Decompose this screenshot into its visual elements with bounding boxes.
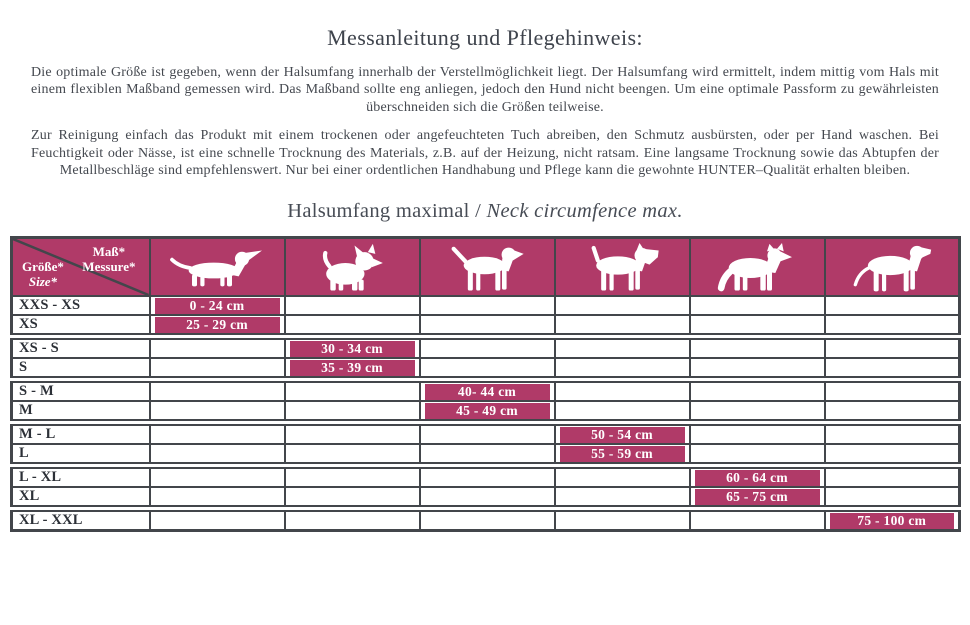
empty-cell bbox=[420, 509, 555, 531]
empty-cell bbox=[825, 337, 960, 359]
empty-cell bbox=[420, 315, 555, 337]
size-label: S - M bbox=[12, 380, 150, 402]
empty-cell bbox=[150, 423, 285, 445]
empty-cell bbox=[690, 337, 825, 359]
range-value: 65 - 75 cm bbox=[695, 489, 820, 505]
table-row bbox=[12, 358, 960, 380]
range-value: 30 - 34 cm bbox=[290, 341, 415, 357]
empty-cell bbox=[690, 358, 825, 380]
empty-cell bbox=[285, 444, 420, 466]
range-cell bbox=[555, 423, 690, 445]
empty-cell bbox=[285, 509, 420, 531]
empty-cell bbox=[555, 466, 690, 488]
table-row bbox=[12, 337, 960, 359]
empty-cell bbox=[555, 509, 690, 531]
empty-cell bbox=[825, 466, 960, 488]
empty-cell bbox=[555, 315, 690, 337]
table-title-en: Neck circumfence max. bbox=[486, 200, 683, 223]
empty-cell bbox=[150, 337, 285, 359]
table-title bbox=[0, 199, 970, 223]
neck-size-table bbox=[10, 236, 961, 532]
empty-cell bbox=[690, 380, 825, 402]
empty-cell bbox=[825, 444, 960, 466]
dog-column-header bbox=[285, 238, 420, 297]
empty-cell bbox=[555, 380, 690, 402]
table-row bbox=[12, 315, 960, 337]
range-cell bbox=[555, 444, 690, 466]
empty-cell bbox=[420, 358, 555, 380]
size-label: XS - S bbox=[12, 337, 150, 359]
table-title-separator: / bbox=[475, 200, 482, 223]
size-label: L - XL bbox=[12, 466, 150, 488]
table-title-de: Halsumfang maximal bbox=[287, 200, 470, 223]
empty-cell bbox=[285, 315, 420, 337]
empty-cell bbox=[555, 487, 690, 509]
table-row bbox=[12, 487, 960, 509]
empty-cell bbox=[420, 296, 555, 315]
size-label: XL bbox=[12, 487, 150, 509]
empty-cell bbox=[420, 487, 555, 509]
range-value: 55 - 59 cm bbox=[560, 446, 685, 462]
table-header-row bbox=[12, 238, 960, 297]
empty-cell bbox=[420, 337, 555, 359]
dog-column-header bbox=[690, 238, 825, 297]
shepherd-icon bbox=[696, 243, 818, 293]
size-label: XXS - XS bbox=[12, 296, 150, 315]
empty-cell bbox=[825, 380, 960, 402]
size-label: M - L bbox=[12, 423, 150, 445]
empty-cell bbox=[150, 466, 285, 488]
empty-cell bbox=[420, 444, 555, 466]
empty-cell bbox=[690, 296, 825, 315]
size-label: S bbox=[12, 358, 150, 380]
table-row bbox=[12, 380, 960, 402]
table-row bbox=[12, 401, 960, 423]
empty-cell bbox=[285, 487, 420, 509]
range-cell bbox=[690, 466, 825, 488]
schnauzer-icon bbox=[561, 243, 683, 293]
empty-cell bbox=[150, 509, 285, 531]
range-cell bbox=[285, 358, 420, 380]
table-row bbox=[12, 423, 960, 445]
empty-cell bbox=[825, 296, 960, 315]
range-value: 60 - 64 cm bbox=[695, 470, 820, 486]
empty-cell bbox=[150, 358, 285, 380]
empty-cell bbox=[690, 444, 825, 466]
empty-cell bbox=[825, 487, 960, 509]
range-value: 45 - 49 cm bbox=[425, 403, 550, 419]
size-label: XL - XXL bbox=[12, 509, 150, 531]
empty-cell bbox=[825, 401, 960, 423]
size-table-body bbox=[12, 296, 960, 531]
table-row bbox=[12, 509, 960, 531]
empty-cell bbox=[285, 296, 420, 315]
corner-cell bbox=[12, 238, 150, 297]
range-cell bbox=[150, 296, 285, 315]
range-cell bbox=[420, 401, 555, 423]
empty-cell bbox=[285, 466, 420, 488]
table-row bbox=[12, 466, 960, 488]
empty-cell bbox=[690, 315, 825, 337]
empty-cell bbox=[555, 358, 690, 380]
great-dane-icon bbox=[831, 243, 953, 293]
page-title: Messanleitung und Pflegehinweis: bbox=[327, 25, 643, 50]
empty-cell bbox=[420, 466, 555, 488]
empty-cell bbox=[150, 401, 285, 423]
size-label: M bbox=[12, 401, 150, 423]
empty-cell bbox=[420, 423, 555, 445]
table-row bbox=[12, 444, 960, 466]
dog-column-header bbox=[555, 238, 690, 297]
empty-cell bbox=[555, 337, 690, 359]
empty-cell bbox=[690, 509, 825, 531]
measure-label: Maß* Messure* bbox=[82, 244, 136, 275]
range-cell bbox=[825, 509, 960, 531]
dog-column-header bbox=[150, 238, 285, 297]
empty-cell bbox=[555, 401, 690, 423]
empty-cell bbox=[285, 380, 420, 402]
terrier-icon bbox=[291, 243, 413, 293]
table-row bbox=[12, 296, 960, 315]
empty-cell bbox=[150, 380, 285, 402]
measuring-instructions-paragraph: Die optimale Größe ist gegeben, wenn der Halsumfang innerhalb der Verstellmöglichkeit liegt. Der Halsumfang wird ermittelt, indem mittig vom Hals mit einem flexiblen Maßband gemessen wird. Das Maßband sollte eng anliegen, jedoch den Hund nicht beengen. Um eine optimale Passform zu gewährleisten überschneiden sich die Größen teilweise. bbox=[31, 65, 939, 115]
empty-cell bbox=[690, 401, 825, 423]
range-cell bbox=[285, 337, 420, 359]
empty-cell bbox=[825, 358, 960, 380]
empty-cell bbox=[150, 444, 285, 466]
empty-cell bbox=[825, 423, 960, 445]
range-cell bbox=[690, 487, 825, 509]
empty-cell bbox=[285, 401, 420, 423]
range-value: 75 - 100 cm bbox=[830, 513, 955, 529]
size-label-corner: Größe* Size* bbox=[22, 259, 64, 290]
care-instructions-paragraph: Zur Reinigung einfach das Produkt mit einem trockenen oder angefeuchteten Tuch abreiben, den Schmutz ausbürsten, oder per Hand waschen. Bei Feuchtigkeit oder Nässe, ist eine schnelle Trocknung des Materials, z.B. auf der Heizung, nicht ratsam. Eine langsame Trocknung sowie das Abtupfen der Metallbeschläge sind empfehlenswert. Nur bei einer ordentlichen Handhabung und Pflege kann die gewohnte HUNTER–Qualität erhalten bleiben. bbox=[31, 128, 939, 179]
range-value: 40- 44 cm bbox=[425, 384, 550, 400]
empty-cell bbox=[825, 315, 960, 337]
empty-cell bbox=[150, 487, 285, 509]
dachshund-icon bbox=[156, 243, 278, 293]
range-value: 50 - 54 cm bbox=[560, 427, 685, 443]
range-value: 25 - 29 cm bbox=[155, 317, 280, 333]
size-label: XS bbox=[12, 315, 150, 337]
range-cell bbox=[150, 315, 285, 337]
range-value: 35 - 39 cm bbox=[290, 360, 415, 376]
empty-cell bbox=[690, 423, 825, 445]
empty-cell bbox=[285, 423, 420, 445]
hound-icon bbox=[426, 243, 548, 293]
size-label: L bbox=[12, 444, 150, 466]
range-cell bbox=[420, 380, 555, 402]
dog-column-header bbox=[825, 238, 960, 297]
empty-cell bbox=[555, 296, 690, 315]
dog-column-header bbox=[420, 238, 555, 297]
range-value: 0 - 24 cm bbox=[155, 298, 280, 314]
